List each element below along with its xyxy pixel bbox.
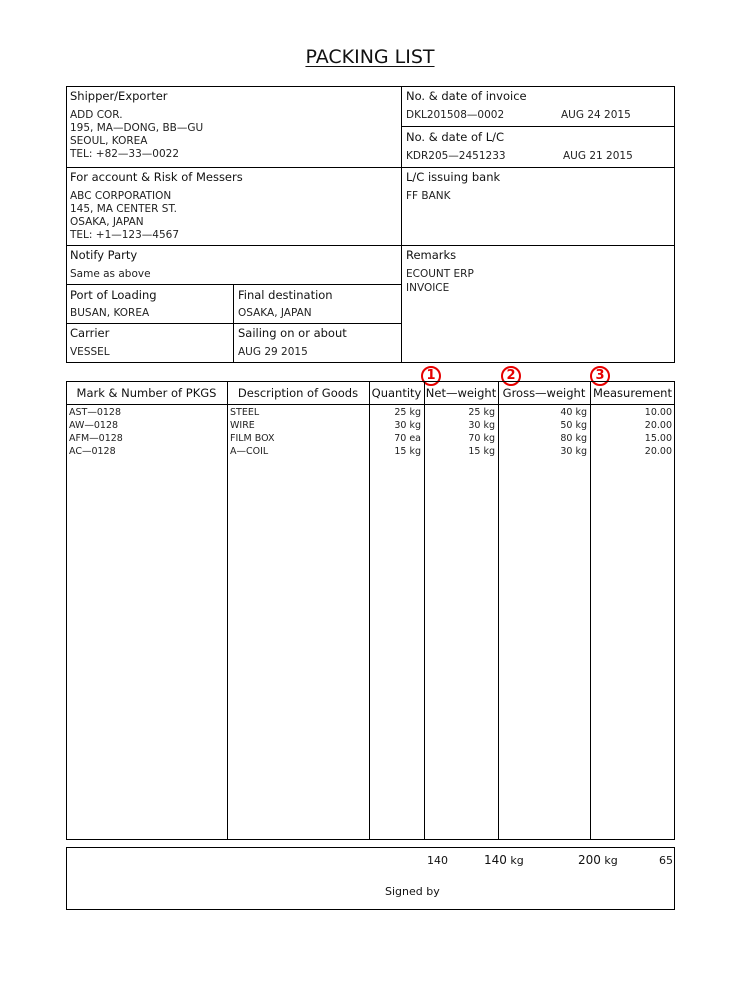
final-destination-label: Final destination (238, 288, 333, 302)
table-cell-net: 25 kg (468, 407, 495, 418)
annotation-marker-gross: 2 (501, 366, 521, 386)
shipper-label: Shipper/Exporter (70, 89, 168, 103)
lc-date: AUG 21 2015 (563, 150, 633, 162)
table-cell-measure: 10.00 (644, 407, 672, 418)
col-header-net: Net—weight (425, 386, 497, 400)
table-cell-qty: 25 kg (394, 407, 421, 418)
table-cell-qty: 70 ea (394, 433, 421, 444)
invoice-label: No. & date of invoice (406, 89, 527, 103)
table-cell-net: 15 kg (468, 446, 495, 457)
total-measure: 65 (659, 854, 673, 867)
table-cell-measure: 15.00 (644, 433, 672, 444)
table-cell-net: 30 kg (468, 420, 495, 431)
final-destination-value: OSAKA, JAPAN (238, 307, 312, 319)
table-cell-mark: AST—0128 (69, 407, 122, 418)
table-cell-mark: AW—0128 (69, 420, 119, 431)
col-header-gross: Gross—weight (502, 386, 586, 400)
table-cell-qty: 15 kg (394, 446, 421, 457)
table-cell-gross: 80 kg (560, 433, 587, 444)
notify-value: Same as above (70, 268, 151, 280)
port-of-loading-value: BUSAN, KOREA (70, 307, 150, 319)
table-cell-desc: FILM BOX (230, 433, 275, 444)
lc-bank-value: FF BANK (406, 190, 451, 202)
sailing-value: AUG 29 2015 (238, 346, 308, 358)
total-qty: 140 (427, 854, 448, 867)
lc-bank-label: L/C issuing bank (406, 170, 501, 184)
col-header-mark: Mark & Number of PKGS (76, 386, 217, 400)
carrier-value: VESSEL (70, 346, 110, 358)
table-cell-desc: A—COIL (230, 446, 269, 457)
table-cell-gross: 30 kg (560, 446, 587, 457)
account-line: TEL: +1—123—4567 (70, 229, 180, 241)
signed-by: Signed by (385, 885, 440, 898)
table-cell-mark: AFM—0128 (69, 433, 123, 444)
shipper-line: TEL: +82—33—0022 (70, 148, 180, 160)
sailing-label: Sailing on or about (238, 326, 347, 340)
port-of-loading-label: Port of Loading (70, 288, 157, 302)
table-cell-desc: STEEL (230, 407, 260, 418)
table-cell-gross: 50 kg (560, 420, 587, 431)
shipper-line: SEOUL, KOREA (70, 135, 148, 147)
remarks-label: Remarks (406, 248, 457, 262)
account-label: For account & Risk of Messers (70, 170, 243, 184)
table-cell-desc: WIRE (230, 420, 255, 431)
remarks-line: INVOICE (406, 282, 450, 294)
account-line: ABC CORPORATION (70, 190, 172, 202)
table-cell-measure: 20.00 (644, 446, 672, 457)
total-gross: 200 kg (578, 853, 618, 867)
col-header-qty: Quantity (371, 386, 422, 400)
total-net: 140 kg (484, 853, 524, 867)
lc-label: No. & date of L/C (406, 130, 505, 144)
table-cell-measure: 20.00 (644, 420, 672, 431)
shipper-line: ADD COR. (70, 109, 123, 121)
account-line: 145, MA CENTER ST. (70, 203, 177, 215)
table-cell-mark: AC—0128 (69, 446, 116, 457)
invoice-number: DKL201508—0002 (406, 109, 505, 121)
table-cell-qty: 30 kg (394, 420, 421, 431)
table-cell-net: 70 kg (468, 433, 495, 444)
col-header-desc: Description of Goods (237, 386, 359, 400)
annotation-marker-net: 1 (421, 366, 441, 386)
page-title: PACKING LIST (305, 46, 435, 68)
remarks-line: ECOUNT ERP (406, 268, 474, 280)
carrier-label: Carrier (70, 326, 110, 340)
invoice-date: AUG 24 2015 (561, 109, 631, 121)
lc-number: KDR205—2451233 (406, 150, 506, 162)
shipper-line: 195, MA—DONG, BB—GU (70, 122, 204, 134)
col-header-measure: Measurement (593, 386, 672, 400)
notify-label: Notify Party (70, 248, 138, 262)
annotation-marker-measure: 3 (590, 366, 610, 386)
table-cell-gross: 40 kg (560, 407, 587, 418)
account-line: OSAKA, JAPAN (70, 216, 144, 228)
